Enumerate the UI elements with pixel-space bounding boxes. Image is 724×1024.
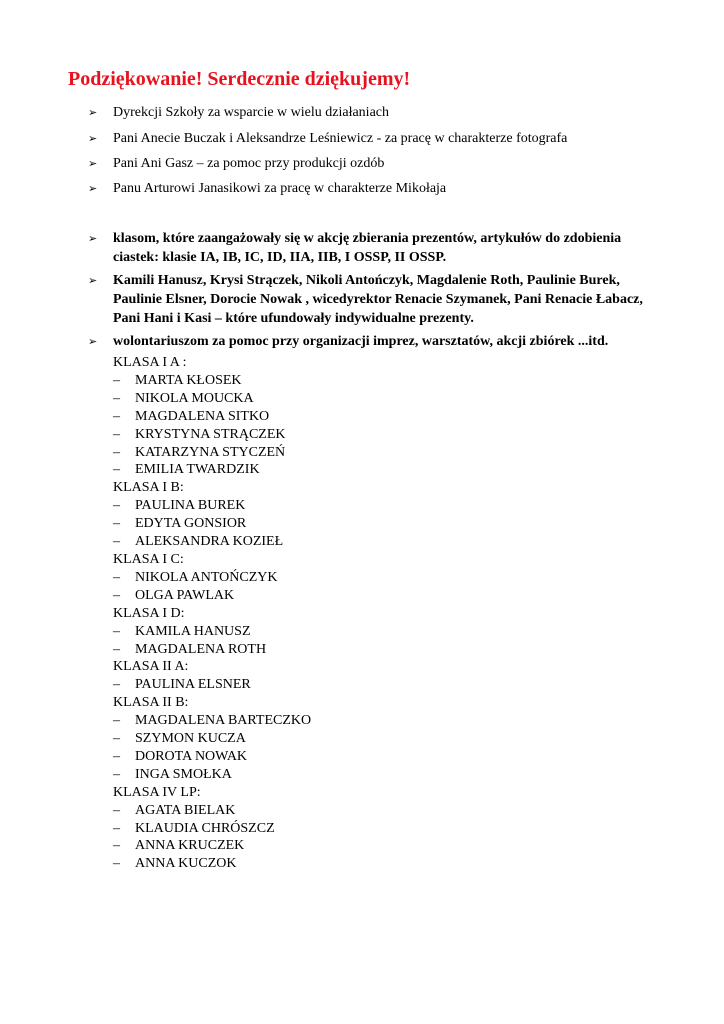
dash-bullet: – <box>113 677 120 693</box>
student-item <box>113 408 311 426</box>
student-name: ALEKSANDRA KOZIEŁ <box>135 534 284 550</box>
arrow-bullet-icon: ➢ <box>88 106 98 119</box>
thanks-item-classes <box>88 229 658 267</box>
thanks-item <box>88 103 658 122</box>
dash-bullet: – <box>113 426 120 442</box>
student-item <box>113 748 311 766</box>
dash-bullet: – <box>113 587 120 603</box>
thanks-text: Panu Arturowi Janasikowi za pracę w charakterze Mikołaja <box>113 181 447 196</box>
student-item <box>113 461 311 479</box>
student-name: DOROTA NOWAK <box>135 748 248 764</box>
student-item <box>113 444 311 462</box>
thanks-item-sponsors <box>88 271 658 328</box>
student-item <box>113 515 311 533</box>
class-label: KLASA I A : <box>113 355 187 370</box>
dash-bullet: – <box>113 534 120 550</box>
dash-bullet: – <box>113 838 120 854</box>
class-label: KLASA II A: <box>113 659 189 675</box>
dash-bullet: – <box>113 462 120 478</box>
student-name: EDYTA GONSIOR <box>135 516 247 532</box>
student-name: AGATA BIELAK <box>135 802 236 818</box>
student-name: ANNA KUCZOK <box>135 856 237 872</box>
dash-bullet: – <box>113 498 120 514</box>
student-name: NIKOLA ANTOŃCZYK <box>135 569 278 585</box>
thanks-item <box>88 154 658 173</box>
class-label: KLASA IV LP: <box>113 784 201 800</box>
page-title: Podziękowanie! Serdecznie dziękujemy! <box>68 68 411 90</box>
dash-bullet: – <box>113 569 120 585</box>
thanks-text: Pani Ani Gasz – za pomoc przy produkcji ozdób <box>113 156 385 171</box>
class-label: KLASA II B: <box>113 695 189 711</box>
student-name: KRYSTYNA STRĄCZEK <box>135 426 286 442</box>
student-name: KAMILA HANUSZ <box>135 623 251 639</box>
student-name: MAGDALENA SITKO <box>135 408 270 424</box>
dash-bullet: – <box>113 748 120 764</box>
class-label: KLASA I D: <box>113 605 185 621</box>
dash-bullet: – <box>113 802 120 818</box>
student-item <box>113 372 311 390</box>
arrow-bullet-icon: ➢ <box>88 232 98 245</box>
student-item <box>113 533 311 551</box>
student-item <box>113 569 311 587</box>
dash-bullet: – <box>113 516 120 532</box>
arrow-bullet-icon: ➢ <box>88 182 98 195</box>
student-item <box>113 730 311 748</box>
student-item <box>113 641 311 659</box>
student-item <box>113 766 311 784</box>
thanks-item <box>88 129 658 148</box>
arrow-bullet-icon: ➢ <box>88 335 98 348</box>
thanks-item-volunteers <box>88 332 658 351</box>
student-name: INGA SMOŁKA <box>135 766 232 782</box>
dash-bullet: – <box>113 731 120 747</box>
student-name: KLAUDIA CHRÓSZCZ <box>135 820 275 836</box>
student-item <box>113 820 311 838</box>
dash-bullet: – <box>113 372 120 388</box>
dash-bullet: – <box>113 390 120 406</box>
thanks-text: klasom, które zaangażowały się w akcję zbierania prezentów, artykułów do zdobienia ciastek: klasie IA, IB, IC, ID, IIA, IIB, I OSSP, II OSSP. <box>113 231 622 265</box>
dash-bullet: – <box>113 713 120 729</box>
student-name: MAGDALENA BARTECZKO <box>135 713 312 729</box>
class-label: KLASA I B: <box>113 480 184 496</box>
dash-bullet: – <box>113 408 120 424</box>
student-name: ANNA KRUCZEK <box>135 838 245 854</box>
arrow-bullet-icon: ➢ <box>88 274 98 287</box>
student-name: KATARZYNA STYCZEŃ <box>135 444 286 460</box>
student-name: PAULINA ELSNER <box>135 677 251 693</box>
student-item <box>113 623 311 641</box>
thanks-item <box>88 179 658 198</box>
student-name: SZYMON KUCZA <box>135 731 246 747</box>
student-name: OLGA PAWLAK <box>135 587 235 603</box>
thanks-text: wolontariuszom za pomoc przy organizacji imprez, warsztatów, akcji zbiórek ...itd. <box>113 334 609 349</box>
class-label: KLASA I C: <box>113 551 184 567</box>
arrow-bullet-icon: ➢ <box>88 157 98 170</box>
student-name: NIKOLA MOUCKA <box>135 390 254 406</box>
student-item <box>113 676 311 694</box>
thanks-text: Dyrekcji Szkoły za wsparcie w wielu działaniach <box>113 105 390 120</box>
dash-bullet: – <box>113 820 120 836</box>
thanks-text: Kamili Hanusz, Krysi Strączek, Nikoli Antończyk, Magdalenie Roth, Paulinie Burek, Paulinie Elsner, Dorocie Nowak , wicedyrektor Renacie Szymanek, Pani Renacie Łabacz, Pani Hani i Kasi – które ufundowały indywidualne prezenty. <box>113 273 643 326</box>
student-name: MARTA KŁOSEK <box>135 372 242 388</box>
student-name: EMILIA TWARDZIK <box>135 462 260 478</box>
student-item <box>113 426 311 444</box>
student-item <box>113 855 311 873</box>
student-item <box>113 712 311 730</box>
dash-bullet: – <box>113 623 120 639</box>
dash-bullet: – <box>113 856 120 872</box>
student-item <box>113 837 311 855</box>
dash-bullet: – <box>113 444 120 460</box>
student-item <box>113 390 311 408</box>
dash-bullet: – <box>113 766 120 782</box>
volunteer-list <box>113 354 311 873</box>
student-name: MAGDALENA ROTH <box>135 641 267 657</box>
student-item <box>113 497 311 515</box>
student-name: PAULINA BUREK <box>135 498 246 514</box>
dash-bullet: – <box>113 641 120 657</box>
student-item <box>113 802 311 820</box>
arrow-bullet-icon: ➢ <box>88 132 98 145</box>
student-item <box>113 587 311 605</box>
thanks-text: Pani Anecie Buczak i Aleksandrze Leśniewicz - za pracę w charakterze fotografa <box>113 131 568 146</box>
